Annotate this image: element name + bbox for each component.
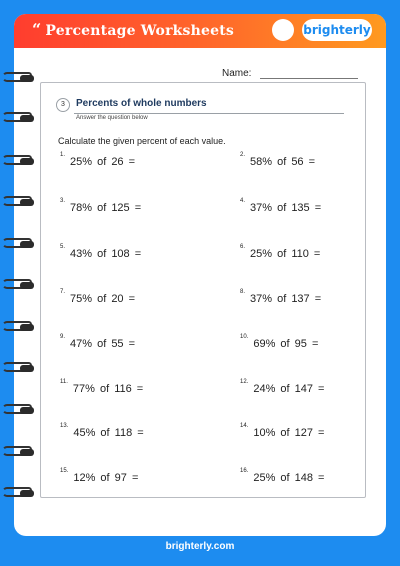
header-title-text: Percentage Worksheets — [45, 23, 234, 39]
problem-expression: 58% of 56 = — [250, 156, 316, 168]
problem-number: 11. — [60, 379, 68, 385]
problem-expression: 45% of 118 = — [73, 427, 144, 439]
problem-number: 13. — [60, 423, 69, 429]
problem-number: 5. — [60, 244, 66, 250]
binding-ring-icon — [0, 321, 36, 333]
problem-number: 8. — [240, 289, 246, 295]
problem-item — [240, 334, 318, 348]
brighterly-logo: brighterly — [302, 19, 372, 41]
problem-expression: 25% of 148 = — [253, 472, 325, 484]
problem-expression: 37% of 137 = — [250, 293, 322, 305]
problem-number: 14. — [240, 423, 249, 429]
binding-ring-icon — [0, 279, 36, 291]
binding-ring-icon — [0, 487, 36, 499]
problem-number: 7. — [60, 289, 66, 295]
problem-item — [240, 198, 321, 212]
section-number: 3 — [56, 98, 70, 112]
binding-ring-icon — [0, 238, 36, 250]
problem-expression: 25% of 26 = — [70, 156, 136, 168]
problem-expression: 78% of 125 = — [70, 202, 142, 214]
problem-number: 6. — [240, 244, 246, 250]
binding-ring-icon — [0, 155, 36, 167]
section-title: Percents of whole numbers — [76, 98, 207, 109]
problem-item — [240, 289, 321, 303]
problem-item — [240, 468, 324, 482]
problem-expression: 75% of 20 = — [70, 293, 136, 305]
section-subtitle: Answer the question below — [76, 115, 148, 121]
problem-number: 1. — [60, 152, 66, 158]
binding-ring-icon — [0, 404, 36, 416]
problem-item — [60, 423, 144, 437]
problem-expression: 43% of 108 = — [70, 248, 142, 260]
problem-expression: 37% of 135 = — [250, 202, 322, 214]
problem-number: 10. — [240, 334, 249, 340]
name-label: Name: — [222, 68, 252, 79]
problem-number: 3. — [60, 198, 66, 204]
problem-number: 4. — [240, 198, 246, 204]
worksheet-header — [14, 14, 386, 48]
problem-item — [60, 334, 135, 348]
problem-item — [60, 468, 138, 482]
problem-item — [60, 379, 143, 393]
problem-number: 2. — [240, 152, 246, 158]
problem-item — [60, 244, 141, 258]
problem-number: 12. — [240, 379, 249, 385]
quote-icon: “ — [32, 20, 42, 39]
problem-expression: 24% of 147 = — [253, 383, 325, 395]
problem-number: 9. — [60, 334, 66, 340]
decorative-circle-icon — [272, 19, 294, 41]
binding-ring-icon — [0, 196, 36, 208]
problem-expression: 10% of 127 = — [253, 427, 325, 439]
problem-expression: 25% of 110 = — [250, 248, 321, 260]
problem-expression: 12% of 97 = — [73, 472, 139, 484]
problem-expression: 77% of 116 = — [72, 383, 144, 395]
binding-ring-icon — [0, 112, 36, 124]
section-divider — [74, 113, 344, 114]
problem-item — [60, 198, 141, 212]
problem-item — [240, 152, 315, 166]
problem-item — [240, 379, 324, 393]
header-title — [32, 20, 234, 39]
problem-expression: 69% of 95 = — [253, 338, 319, 350]
problem-item — [60, 152, 135, 166]
instruction-text: Calculate the given percent of each value. — [58, 136, 226, 146]
binding-ring-icon — [0, 446, 36, 458]
problem-item — [240, 244, 320, 258]
problem-expression: 47% of 55 = — [70, 338, 136, 350]
problem-number: 16. — [240, 468, 249, 474]
binding-ring-icon — [0, 72, 36, 84]
problem-item — [60, 289, 135, 303]
problem-item — [240, 423, 324, 437]
binding-ring-icon — [0, 362, 36, 374]
problem-number: 15. — [60, 468, 69, 474]
worksheet-page — [14, 14, 386, 536]
name-line — [260, 78, 358, 79]
footer-url: brighterly.com — [165, 541, 235, 552]
